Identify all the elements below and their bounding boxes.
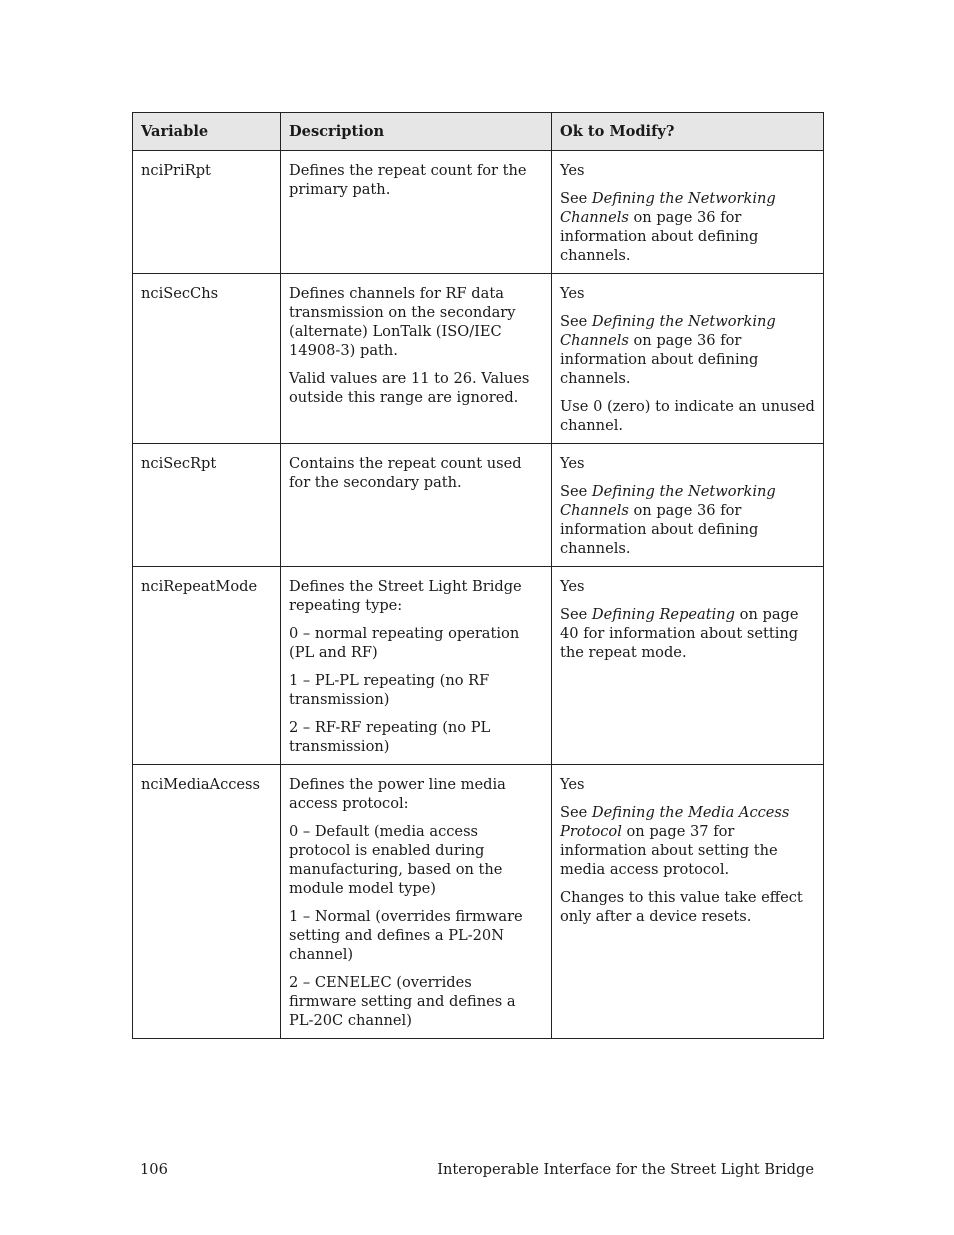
variable-name: nciMediaAccess — [141, 776, 261, 793]
modify-answer: Yes — [560, 455, 585, 472]
table-row — [133, 274, 824, 444]
description-text: Defines the Street Light Bridge repeating type: — [289, 578, 522, 614]
description-text: 0 – normal repeating operation (PL and RF) — [289, 625, 520, 661]
table-row — [133, 151, 824, 274]
variable-cell — [133, 567, 281, 765]
description-cell — [281, 765, 552, 1039]
modify-cell — [552, 567, 824, 765]
modify-answer: Yes — [560, 285, 585, 302]
variable-cell — [133, 765, 281, 1039]
description-text: Contains the repeat count used for the secondary path. — [289, 455, 522, 491]
cross-reference-link: Defining the Media Access Protocol — [560, 804, 790, 840]
description-text: 2 – RF-RF repeating (no PL transmission) — [289, 719, 491, 755]
cross-reference-link: Defining Repeating — [591, 606, 736, 623]
description-cell — [281, 444, 552, 567]
cross-reference-link: Defining the Networking Channels — [560, 313, 776, 349]
description-text: 2 – CENELEC (overrides firmware setting and defines a PL-20C channel) — [289, 974, 516, 1029]
cross-reference-link: Defining the Networking Channels — [560, 483, 776, 519]
table-row — [133, 567, 824, 765]
description-text: Defines the power line media access protocol: — [289, 776, 506, 812]
table-row — [133, 765, 824, 1039]
modify-note: Use 0 (zero) to indicate an unused channel. — [560, 398, 815, 434]
footer-title: Interoperable Interface for the Street Light Bridge — [437, 1161, 814, 1178]
cross-reference: See Defining the Media Access Protocol on page 37 for information about setting the media access protocol. — [560, 804, 790, 878]
description-text: Defines channels for RF data transmission on the secondary (alternate) LonTalk (ISO/IEC 14908-3) path. — [289, 285, 516, 359]
cross-reference: See Defining the Networking Channels on page 36 for information about defining channels. — [560, 190, 776, 264]
table-header-row — [133, 113, 824, 151]
variable-name: nciSecRpt — [141, 455, 217, 472]
header-variable: Variable — [133, 113, 281, 151]
page-number: 106 — [140, 1161, 168, 1178]
modify-answer: Yes — [560, 578, 585, 595]
modify-answer: Yes — [560, 162, 585, 179]
description-text: 0 – Default (media access protocol is enabled during manufacturing, based on the module model type) — [289, 823, 503, 897]
variable-name: nciRepeatMode — [141, 578, 258, 595]
description-cell — [281, 274, 552, 444]
modify-answer: Yes — [560, 776, 585, 793]
modify-cell — [552, 765, 824, 1039]
variable-cell — [133, 444, 281, 567]
modify-note: Changes to this value take effect only after a device resets. — [560, 889, 803, 925]
variable-name: nciPriRpt — [141, 162, 211, 179]
table-row — [133, 444, 824, 567]
modify-cell — [552, 151, 824, 274]
description-cell — [281, 567, 552, 765]
modify-cell — [552, 274, 824, 444]
header-description: Description — [281, 113, 552, 151]
cross-reference: See Defining Repeating on page 40 for information about setting the repeat mode. — [560, 606, 799, 661]
variable-name: nciSecChs — [141, 285, 219, 302]
modify-cell — [552, 444, 824, 567]
variable-cell — [133, 151, 281, 274]
variables-table — [132, 112, 824, 1039]
description-text: 1 – Normal (overrides firmware setting and defines a PL-20N channel) — [289, 908, 523, 963]
description-text: Valid values are 11 to 26. Values outside this range are ignored. — [289, 370, 530, 406]
description-text: 1 – PL-PL repeating (no RF transmission) — [289, 672, 490, 708]
cross-reference-link: Defining the Networking Channels — [560, 190, 776, 226]
description-text: Defines the repeat count for the primary path. — [289, 162, 527, 198]
description-cell — [281, 151, 552, 274]
cross-reference: See Defining the Networking Channels on page 36 for information about defining channels. — [560, 313, 776, 387]
header-ok-to-modify: Ok to Modify? — [552, 113, 824, 151]
variable-cell — [133, 274, 281, 444]
cross-reference: See Defining the Networking Channels on page 36 for information about defining channels. — [560, 483, 776, 557]
